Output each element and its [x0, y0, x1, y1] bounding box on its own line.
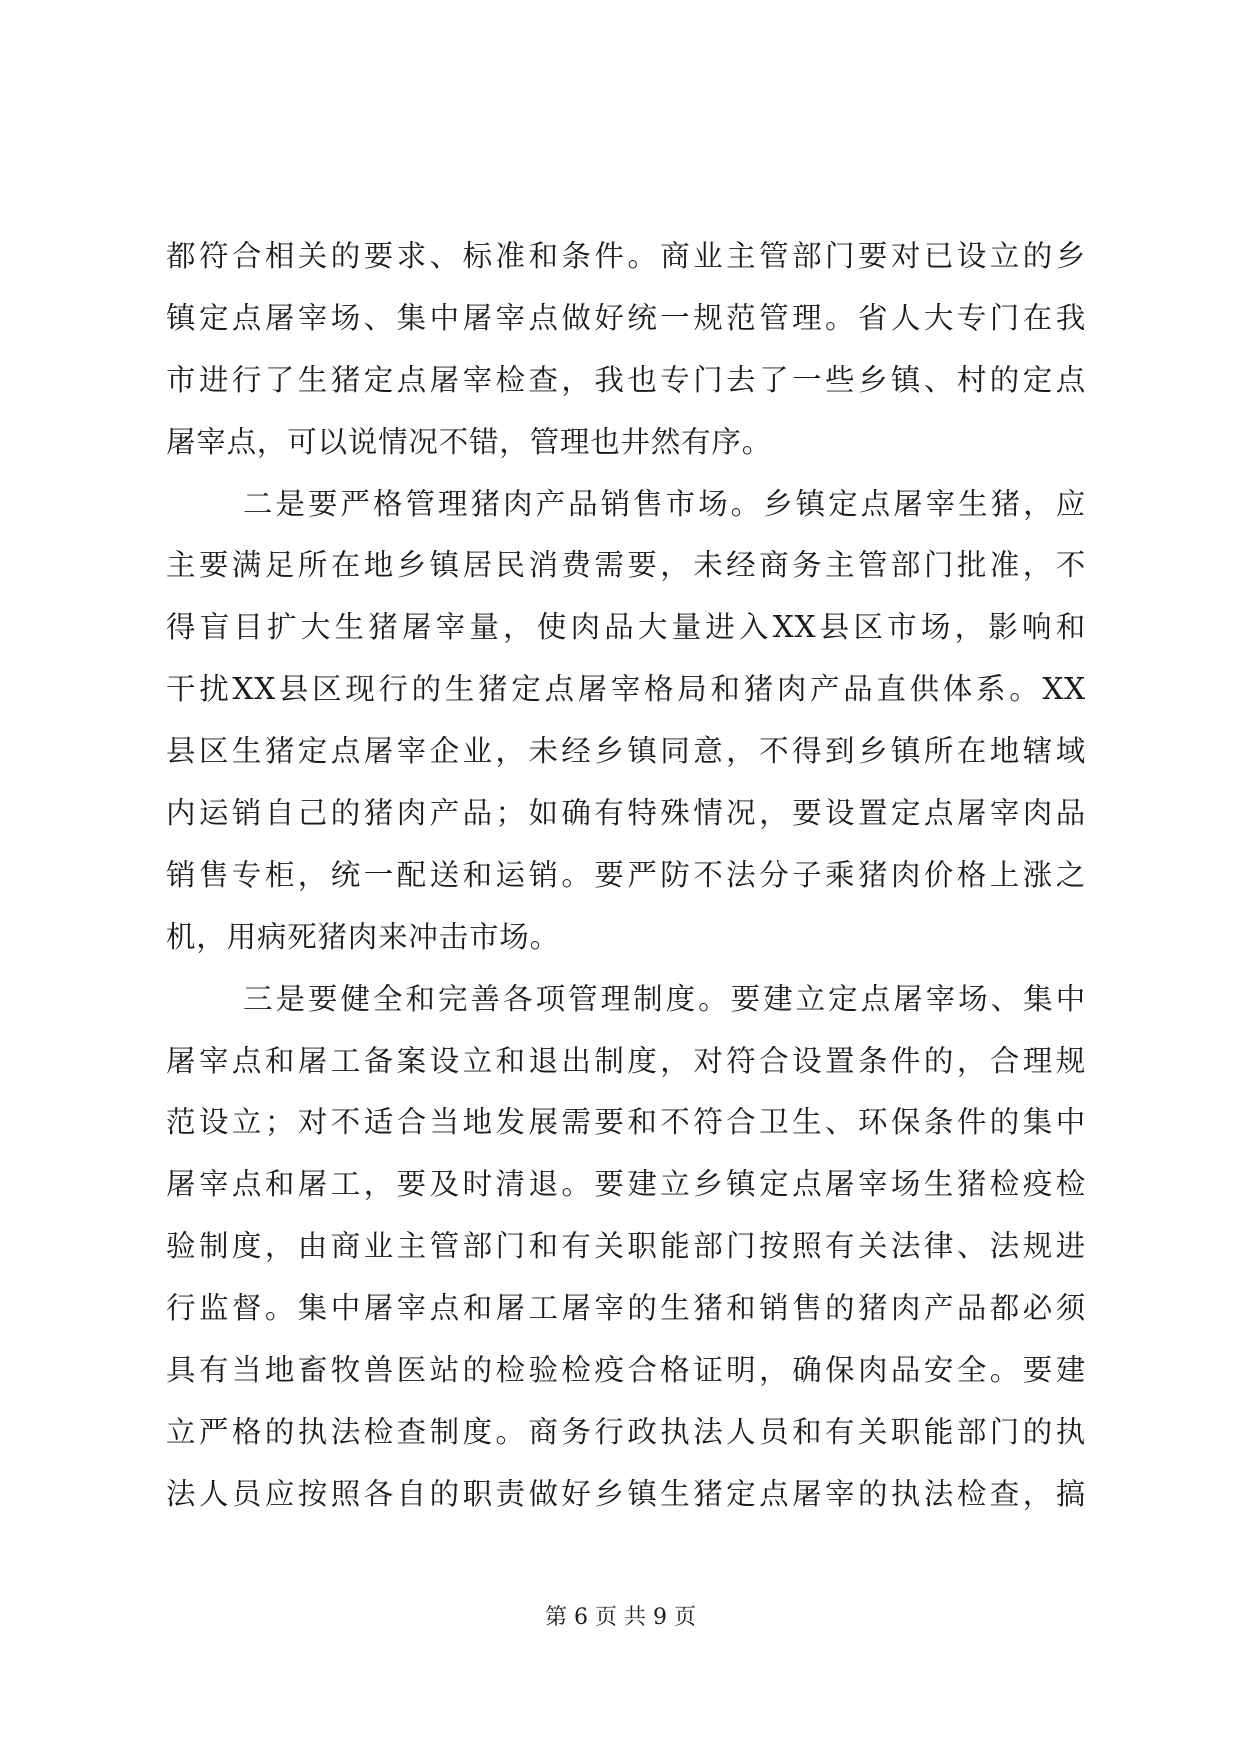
text-line: 内运销自己的猪肉产品；如确有特殊情况，要设置定点屠宰肉品: [166, 796, 1086, 831]
text-line: 都符合相关的要求、标准和条件。商业主管部门要对已设立的乡: [166, 239, 1086, 273]
text-line: 屠宰点，可以说情况不错，管理也井然有序。: [166, 424, 773, 459]
text-line: 主要满足所在地乡镇居民消费需要，未经商务主管部门批准，不: [166, 548, 1086, 583]
text-line: 销售专柜，统一配送和运销。要严防不法分子乘猪肉价格上涨之: [166, 857, 1086, 892]
text-line: 屠宰点和屠工备案设立和退出制度，对符合设置条件的，合理规: [166, 1043, 1086, 1078]
text-line: 市进行了生猪定点屠宰检查，我也专门去了一些乡镇、村的定点: [166, 362, 1086, 397]
text-line: 行监督。集中屠宰点和屠工屠宰的生猪和销售的猪肉产品都必须: [166, 1291, 1086, 1326]
text-line: 县区生猪定点屠宰企业，未经乡镇同意，不得到乡镇所在地辖域: [166, 734, 1086, 769]
text-line: 干扰XX县区现行的生猪定点屠宰格局和猪肉产品直供体系。XX: [166, 672, 1086, 707]
text-line: 立严格的执法检查制度。商务行政执法人员和有关职能部门的执: [166, 1414, 1086, 1449]
text-line: 具有当地畜牧兽医站的检验检疫合格证明，确保肉品安全。要建: [166, 1353, 1086, 1388]
paragraph-start-line: 二是要严格管理猪肉产品销售市场。乡镇定点屠宰生猪，应: [243, 486, 1086, 521]
text-line: 得盲目扩大生猪屠宰量，使肉品大量进入XX县区市场，影响和: [166, 610, 1086, 645]
text-line: 镇定点屠宰场、集中屠宰点做好统一规范管理。省人大专门在我: [166, 300, 1086, 335]
page-number-footer: 第 6 页 共 9 页: [545, 1605, 696, 1630]
text-line: 范设立；对不适合当地发展需要和不符合卫生、环保条件的集中: [166, 1105, 1086, 1140]
text-line: 机，用病死猪肉来冲击市场。: [166, 919, 560, 954]
text-line: 法人员应按照各自的职责做好乡镇生猪定点屠宰的执法检查，搞: [166, 1476, 1086, 1511]
text-line: 验制度，由商业主管部门和有关职能部门按照有关法律、法规进: [166, 1229, 1086, 1264]
paragraph-start-line: 三是要健全和完善各项管理制度。要建立定点屠宰场、集中: [243, 981, 1086, 1016]
document-body: [166, 226, 1086, 1526]
text-line: 屠宰点和屠工，要及时清退。要建立乡镇定点屠宰场生猪检疫检: [166, 1167, 1086, 1202]
